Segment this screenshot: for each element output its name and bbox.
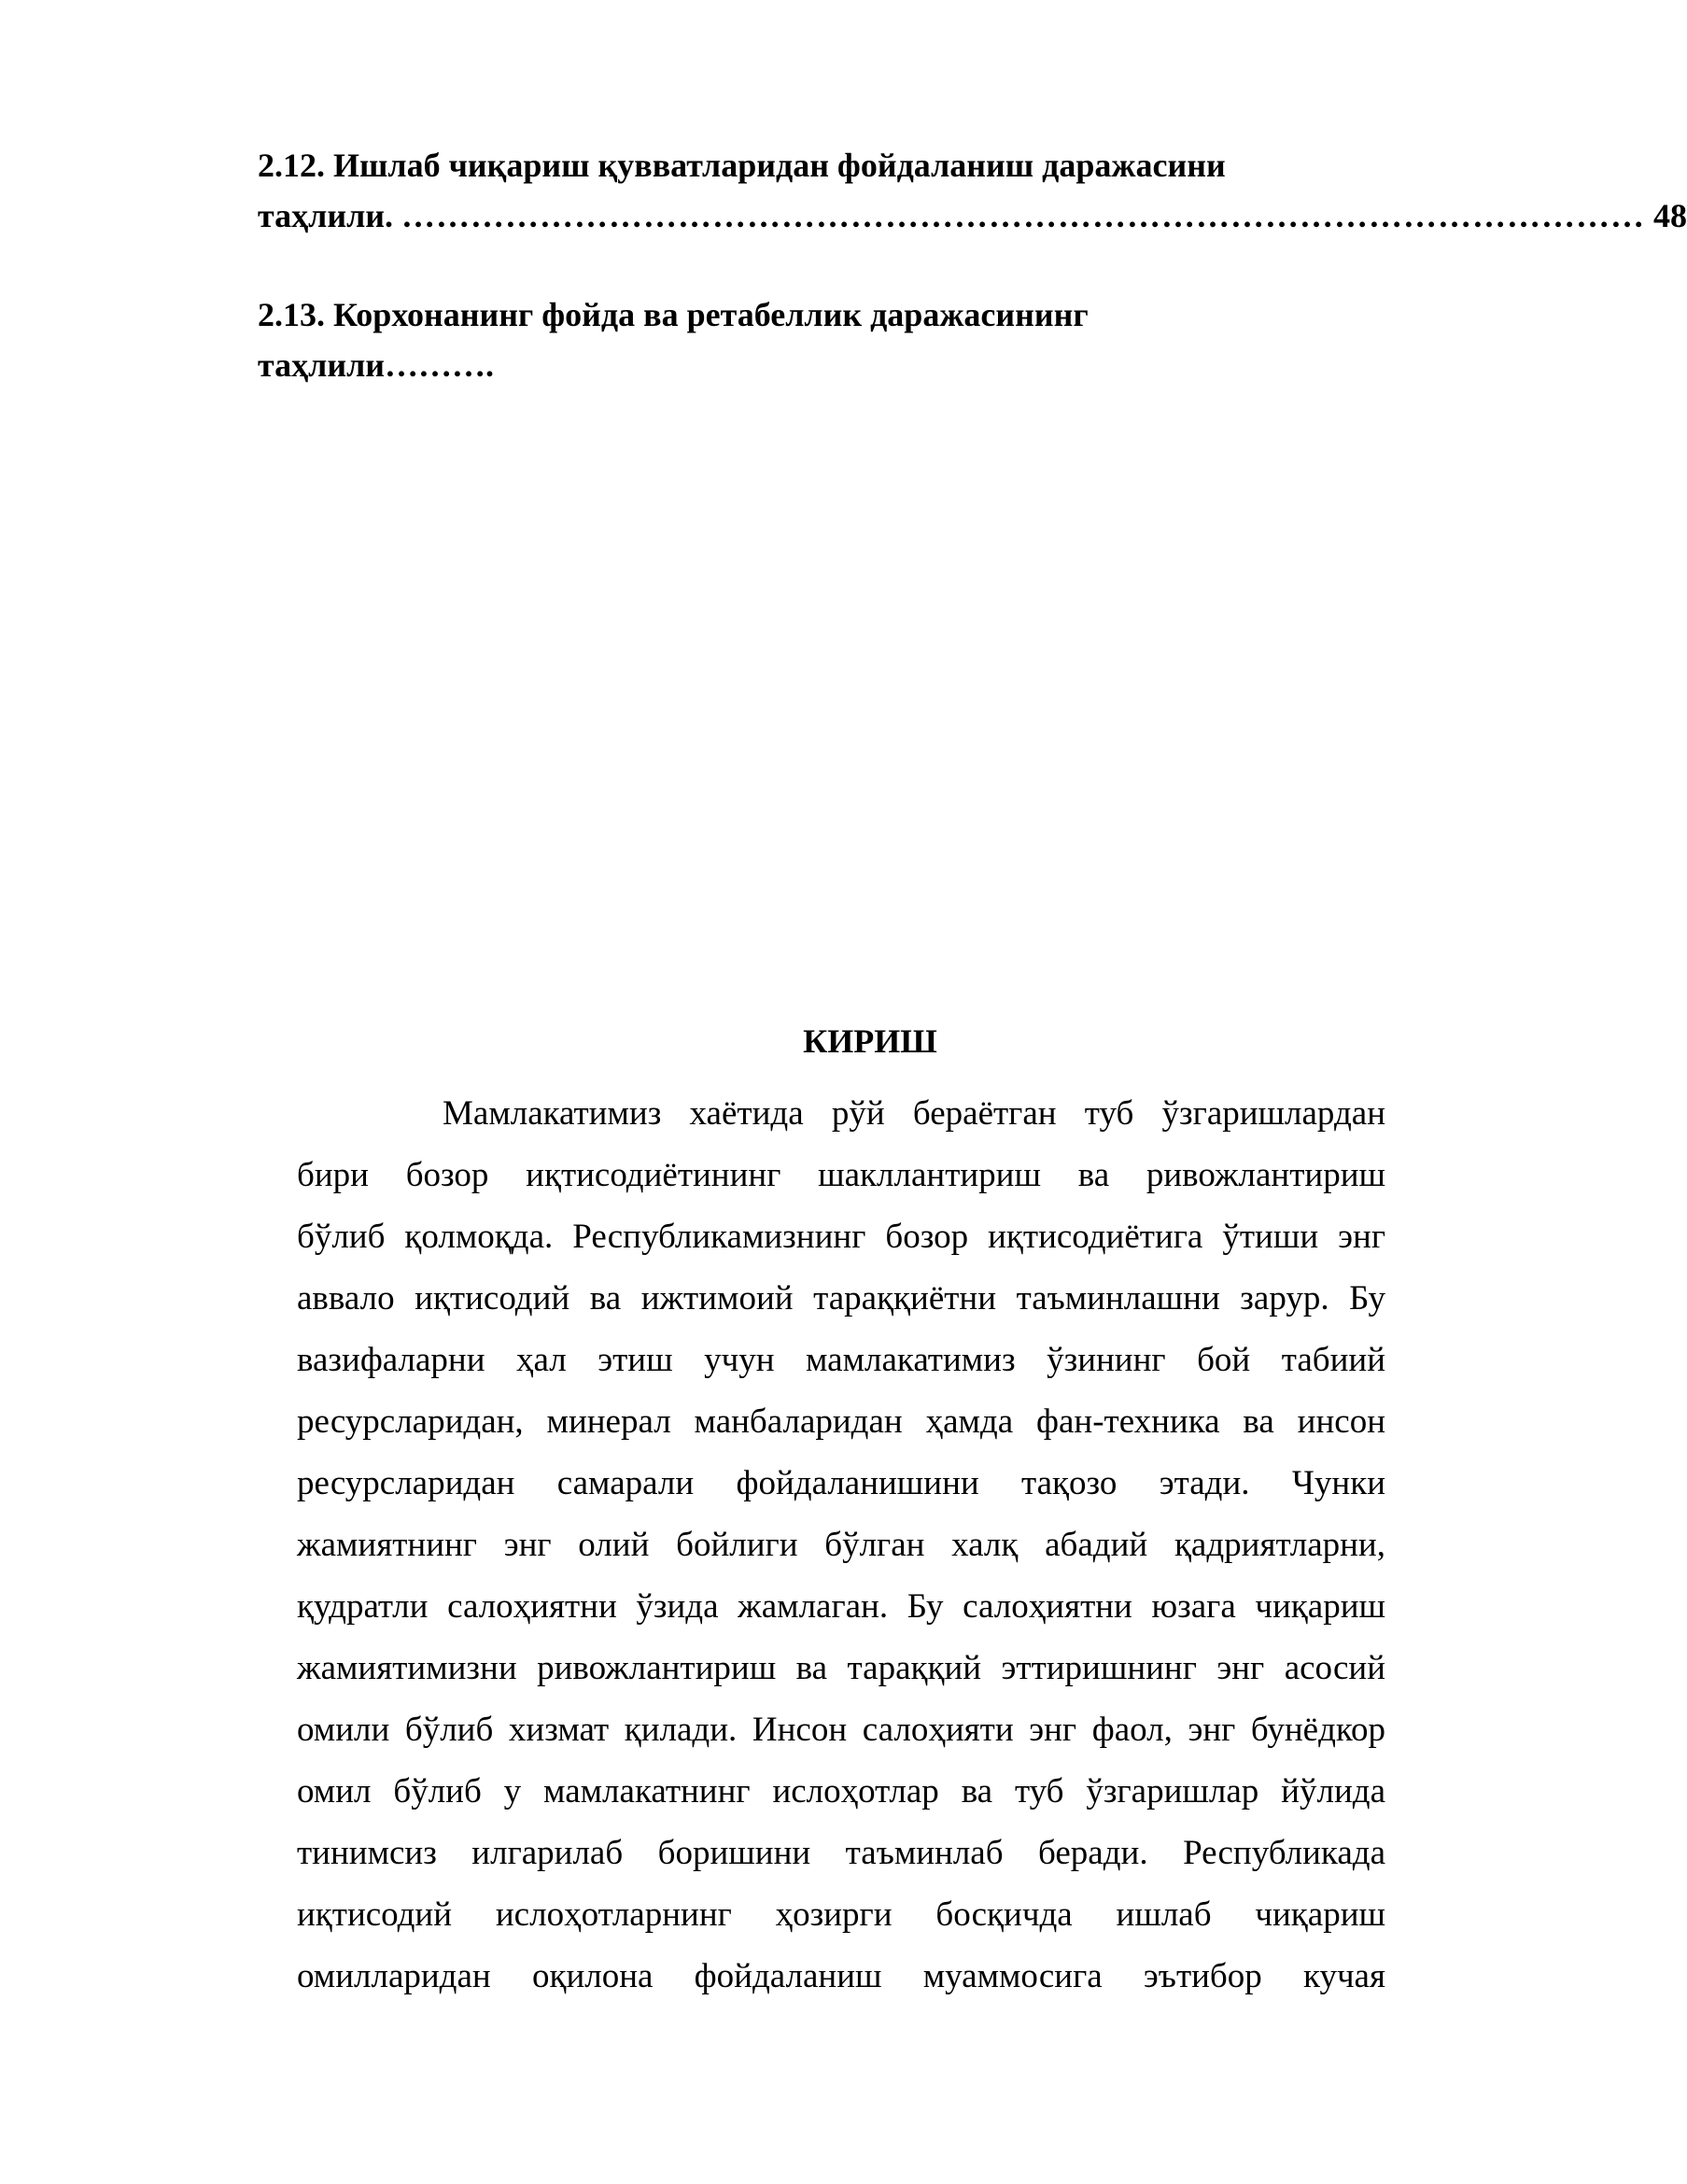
toc-entry-title: 2.13. Корхонанинг фойда ва ретабеллик даражасининг: [258, 296, 1089, 333]
paragraph-line: омил бўлиб у мамлакатнинг ислоҳотлар ва туб ўзгаришлар йўлида: [297, 1772, 1385, 1811]
paragraph-line: тинимсиз илгарилаб боришини таъминлаб беради. Республикада: [297, 1834, 1385, 1872]
paragraph-line: ресурсларидан, минерал манбаларидан ҳамда фан-техника ва инсон: [297, 1402, 1385, 1441]
paragraph-line: иқтисодий ислоҳотларнинг ҳозирги босқичда ишлаб чиқариш: [297, 1895, 1385, 1934]
section-heading: КИРИШ: [803, 1022, 937, 1060]
toc-page-number: 48: [1653, 197, 1687, 234]
toc-entry-2-13: [258, 289, 1359, 390]
paragraph-line: жамиятимизни ривожлантириш ва тараққий эттиришнинг энг асосий: [297, 1649, 1385, 1687]
paragraph-line: бири бозор иқтисодиётининг шакллантириш ва ривожлантириш: [297, 1156, 1385, 1194]
toc-entry-title-continued: таҳлили.: [258, 197, 394, 234]
paragraph-line: жамиятнинг энг олий бойлиги бўлган халқ абадий қадриятларни,: [297, 1526, 1385, 1564]
intro-paragraph: [297, 1083, 1385, 2008]
paragraph-line: бўлиб қолмоқда. Республикамизнинг бозор иқтисодиётига ўтиши энг: [297, 1218, 1385, 1256]
toc-entry-2-12: [258, 140, 1687, 241]
toc-dot-leader: ………………………………………………………………………………………………: [401, 197, 1646, 234]
toc-entry-title: 2.12. Ишлаб чиқариш қувватларидан фойдаланиш даражасини: [258, 147, 1226, 184]
paragraph-line: омили бўлиб хизмат қилади. Инсон салоҳияти энг фаол, энг бунёдкор: [297, 1711, 1385, 1749]
paragraph-line: омилларидан оқилона фойдаланиш муаммосига эътибор кучая: [297, 1957, 1385, 1995]
paragraph-line: аввало иқтисодий ва ижтимоий тараққиётни таъминлашни зарур. Бу: [297, 1279, 1385, 1317]
paragraph-line: қудратли салоҳиятни ўзида жамлаган. Бу салоҳиятни юзага чиқариш: [297, 1587, 1385, 1626]
paragraph-line: вазифаларни ҳал этиш учун мамлакатимиз ўзининг бой табиий: [297, 1341, 1385, 1379]
toc-entry-title-continued: таҳлили……….: [258, 346, 495, 384]
paragraph-line: Мамлакатимиз хаётида рўй бераётган туб ўзгаришлардан: [443, 1094, 1385, 1133]
paragraph-line: ресурсларидан самарали фойдаланишини тақозо этади. Чунки: [297, 1464, 1385, 1502]
table-of-contents: [258, 140, 1687, 390]
